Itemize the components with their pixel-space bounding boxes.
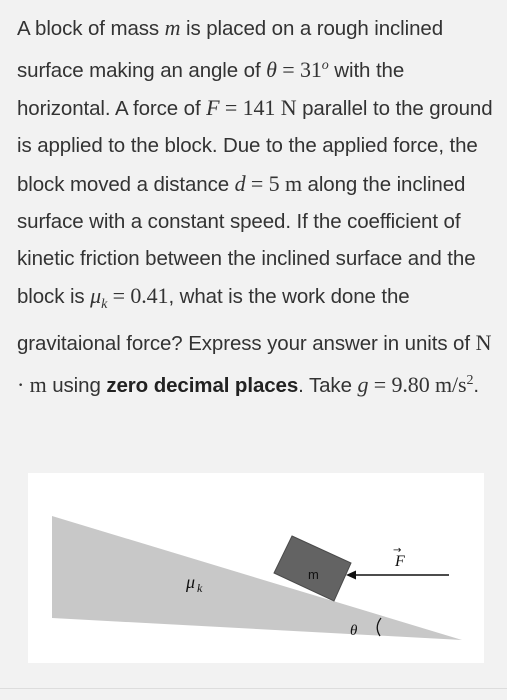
- figure-card: [28, 473, 484, 663]
- gravity-value: 9.80 m/s: [391, 371, 467, 397]
- force-value: 141 N: [242, 95, 297, 121]
- emphasis-text: zero decimal places: [106, 373, 299, 397]
- friction-coefficient-label: μ: [186, 572, 196, 592]
- mass-symbol: m: [164, 15, 181, 40]
- problem-text: along the inclined surface with a constant speed. If the coefficient of kinetic friction between the inclined surface and the block is: [17, 172, 476, 309]
- problem-text: .: [473, 373, 480, 397]
- problem-text: , what is the work done the gravitaional force? Express your answer in units of: [17, 285, 476, 355]
- problem-text: parallel to the ground is applied to the block. Due to the applied force, the block moved a distance: [17, 97, 493, 196]
- mu-value: 0.41: [130, 283, 169, 309]
- problem-text: . Take: [298, 373, 358, 397]
- bottom-divider: [0, 688, 507, 689]
- angle-label: θ: [350, 623, 358, 639]
- problem-statement: [17, 9, 495, 404]
- equals-sign: =: [219, 95, 243, 121]
- problem-text: is placed on a rough inclined surface making an angle of: [17, 17, 443, 83]
- answer-unit: N · m: [17, 329, 492, 397]
- problem-text: using: [46, 373, 107, 397]
- equals-sign: =: [245, 170, 269, 196]
- equals-sign: =: [107, 283, 131, 309]
- inclined-surface: [52, 516, 462, 640]
- mu-symbol: μ: [90, 283, 102, 309]
- equals-sign: =: [368, 371, 392, 397]
- block-mass-label: m: [308, 567, 319, 582]
- angle-unit: o: [321, 58, 329, 74]
- force-label: F: [395, 553, 405, 570]
- distance-value: 5 m: [268, 170, 302, 196]
- friction-coefficient-subscript: k: [197, 581, 203, 595]
- problem-text: A block of mass: [17, 17, 165, 40]
- mu-subscript: k: [101, 297, 108, 313]
- force-symbol: F: [206, 95, 220, 121]
- distance-symbol: d: [234, 170, 246, 196]
- problem-text: with the horizontal. A force of: [17, 59, 405, 121]
- incline-diagram: [28, 473, 484, 663]
- gravity-symbol: g: [357, 371, 369, 397]
- gravity-exponent: 2: [466, 372, 474, 388]
- equals-sign: =: [276, 57, 300, 83]
- angle-value: 31: [299, 57, 322, 83]
- angle-symbol: θ: [266, 57, 277, 83]
- force-vector-arrow: →: [393, 545, 402, 556]
